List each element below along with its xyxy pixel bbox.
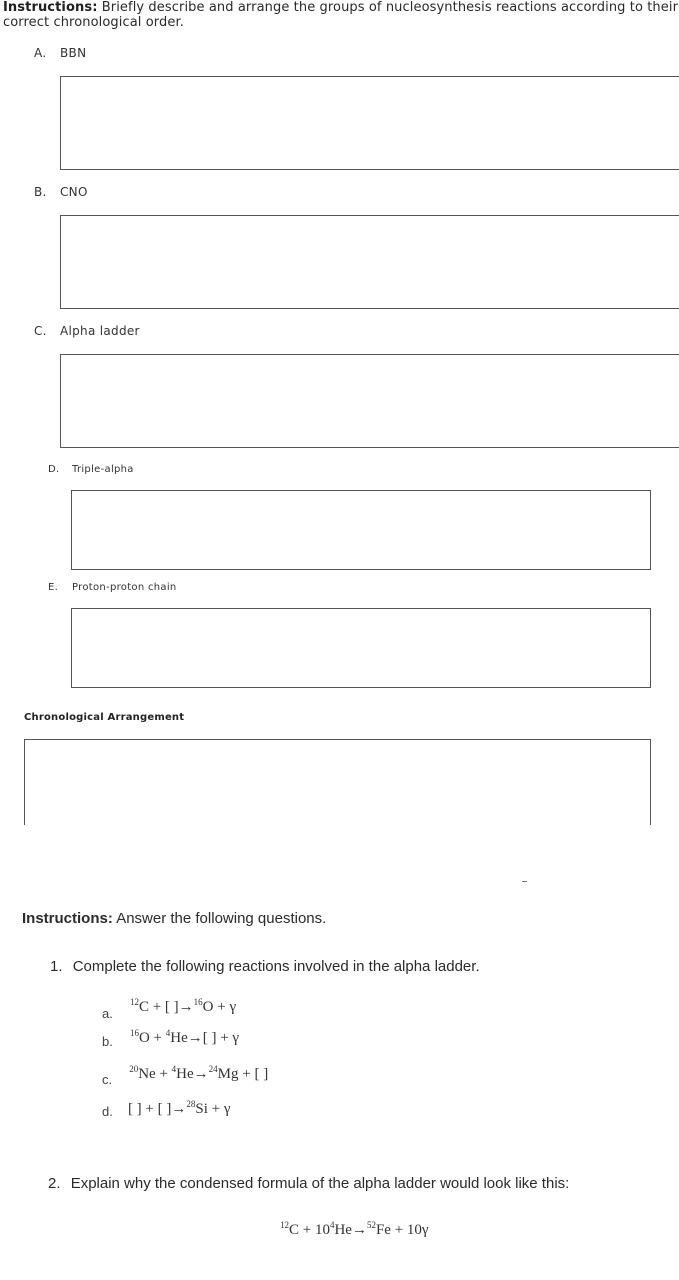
- question-text: Explain why the condensed formula of the alpha ladder would look like this:: [70, 1175, 570, 1192]
- section-c-label: [34, 324, 140, 338]
- item-letter: d.: [102, 1104, 113, 1119]
- instructions-label: Instructions:: [3, 0, 98, 15]
- section-b-label: [34, 185, 88, 199]
- section-letter: A.: [34, 46, 47, 60]
- instructions-top: [3, 0, 679, 30]
- instructions-bottom-label: Instructions:: [22, 910, 113, 927]
- question-1: [50, 958, 480, 975]
- section-title: Proton-proton chain: [72, 582, 177, 593]
- section-title: Alpha ladder: [60, 324, 140, 338]
- instructions-bottom: [22, 910, 326, 927]
- item-letter: a.: [102, 1006, 113, 1021]
- item-letter: b.: [102, 1034, 113, 1049]
- reaction-d: [102, 1101, 231, 1121]
- stray-mark: [522, 881, 527, 882]
- question-text: Complete the following reactions involved in the alpha ladder.: [72, 958, 480, 975]
- reaction-equation: [ ] + [ ]→$^{28}$Si + γ: [127, 1099, 231, 1117]
- answer-box-chronological[interactable]: [24, 739, 651, 825]
- reaction-equation: $^{16}$O + $^4$He→[ ] + γ: [129, 1028, 240, 1046]
- instructions-text: Briefly describe and arrange the groups of nucleosynthesis reactions according to their correct chronological order.: [3, 0, 679, 30]
- chronological-heading: Chronological Arrangement: [24, 712, 185, 723]
- section-letter: E.: [48, 582, 59, 593]
- answer-box-triple-alpha[interactable]: [71, 490, 651, 570]
- answer-box-alpha-ladder[interactable]: [60, 354, 679, 448]
- reaction-a: [102, 997, 237, 1023]
- section-title: BBN: [60, 46, 87, 60]
- question-2: [48, 1175, 569, 1192]
- reaction-b: [102, 1028, 240, 1051]
- section-d-label: [48, 464, 134, 475]
- instructions-bottom-text: Answer the following questions.: [116, 910, 327, 927]
- question-number: 1.: [50, 958, 63, 975]
- reaction-equation: $^{20}$Ne + $^4$He→$^{24}$Mg + [ ]: [129, 1064, 269, 1082]
- section-title: Triple-alpha: [72, 464, 134, 475]
- section-letter: B.: [34, 185, 47, 199]
- reaction-c: [102, 1064, 269, 1089]
- answer-box-cno[interactable]: [60, 215, 679, 309]
- section-letter: C.: [34, 324, 47, 338]
- answer-box-proton-proton[interactable]: [71, 608, 651, 688]
- section-title: CNO: [60, 185, 88, 199]
- section-a-label: [34, 46, 86, 60]
- answer-box-bbn[interactable]: [60, 76, 679, 170]
- item-letter: c.: [102, 1072, 113, 1087]
- section-letter: D.: [48, 464, 60, 475]
- section-e-label: [48, 582, 177, 593]
- condensed-formula: $^{12}C + 10^4He\to^{52}Fe + 10\gamma$: [280, 1220, 429, 1238]
- reaction-equation: $^{12}$C + [ ]→$^{16}$O + γ: [129, 997, 237, 1015]
- question-number: 2.: [48, 1175, 61, 1192]
